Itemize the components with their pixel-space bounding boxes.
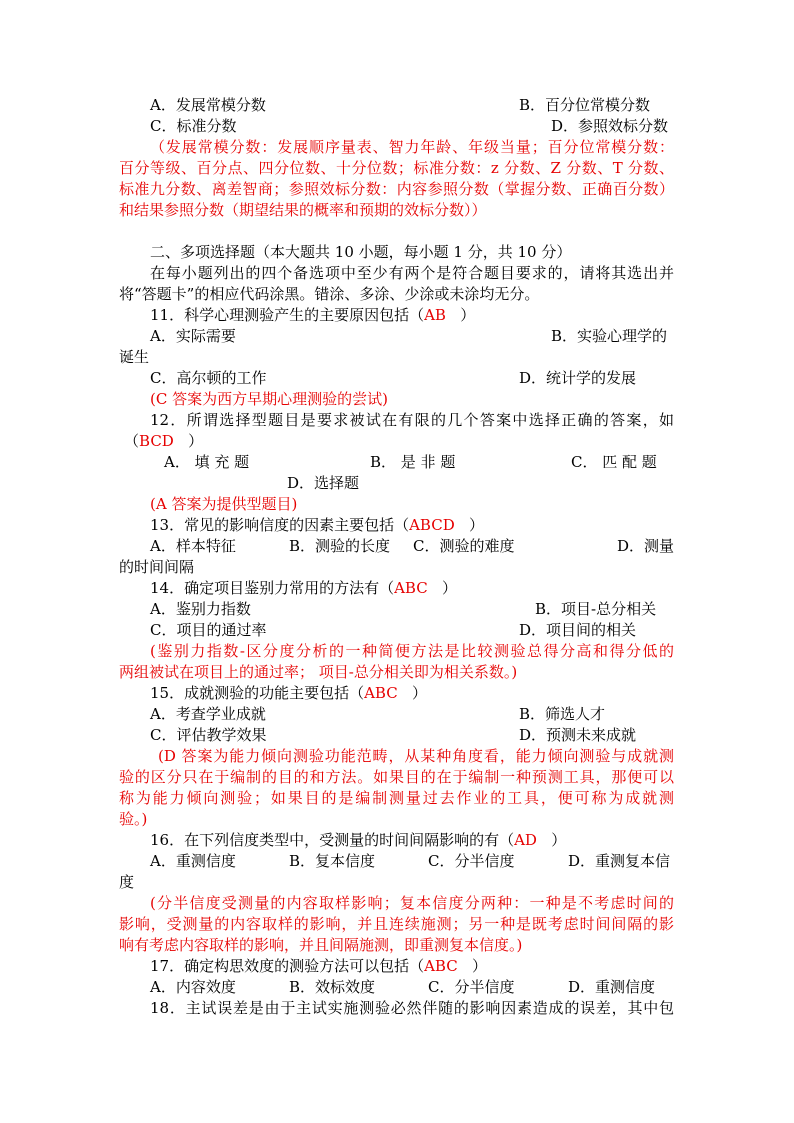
q17-stem-line xyxy=(150,956,487,977)
q17-option-c: C．分半信度 xyxy=(428,978,515,996)
q12-option-b: B． 是 非 题 xyxy=(370,453,456,471)
q12-answer-line xyxy=(124,431,203,452)
q14-note-line-2: 两组被试在项目上的通过率； 项目-总分相关即为相关系数。) xyxy=(119,663,518,681)
q16-option-c: C．分半信度 xyxy=(428,852,515,870)
q11-stem-line xyxy=(150,305,475,326)
q12-open: （ xyxy=(124,432,140,450)
q15-stem-line xyxy=(150,683,427,704)
q14-option-d: D．项目间的相关 xyxy=(519,621,637,639)
q13-option-a: A．样本特征 xyxy=(150,537,236,555)
q12-option-c: C． 匹 配 题 xyxy=(571,453,657,471)
q14-option-c: C．项目的通过率 xyxy=(150,621,267,639)
q15-option-d: D．预测未来成就 xyxy=(519,726,637,744)
q16-option-d-cont: 度 xyxy=(119,873,135,891)
q15-option-c: C．评估教学效果 xyxy=(150,726,267,744)
q14-option-b: B．项目-总分相关 xyxy=(535,600,657,618)
q14-stem-line xyxy=(150,578,457,599)
q16-note-line-3: 响有考虑内容取样的影响，并且间隔施测，即重测复本信度。) xyxy=(119,936,523,954)
q10-note-line-2: 百分等级、百分点、四分位数、十分位数；标准分数：z 分数、Z 分数、T 分数、 xyxy=(119,159,674,177)
q15-stem: 15．成就测验的功能主要包括（ xyxy=(150,684,365,702)
q15-answer: ABC xyxy=(364,684,398,702)
q16-note-line-1: (分半信度受测量的内容取样影响；复本信度分两种：一种是不考虑时间的 xyxy=(150,894,674,912)
q13-option-d: D．测量 xyxy=(617,537,675,555)
q11-option-b: B．实验心理学的 xyxy=(551,327,668,345)
q17-option-d: D．重测信度 xyxy=(568,978,656,996)
q14-note-line-1: (鉴别力指数-区分度分析的一种简便方法是比较测验总得分高和得分低的 xyxy=(150,642,674,660)
q16-close: ） xyxy=(551,831,567,849)
q14-stem: 14．确定项目鉴别力常用的方法有（ xyxy=(150,579,395,597)
q13-option-d-cont: 的时间间隔 xyxy=(119,558,195,576)
q11-answer: AB xyxy=(424,306,446,324)
q16-option-d: D．重测复本信 xyxy=(568,852,671,870)
q12-answer: BCD xyxy=(139,432,174,450)
q12-close: ） xyxy=(188,432,204,450)
q15-note-line-4: 验。) xyxy=(119,810,148,828)
q11-option-c: C．高尔顿的工作 xyxy=(150,369,267,387)
q12-stem: 12．所谓选择型题目是要求被试在有限的几个答案中选择正确的答案，如 xyxy=(150,411,674,429)
q15-option-b: B．筛选人才 xyxy=(519,705,606,723)
q15-option-a: A．考查学业成就 xyxy=(150,705,266,723)
q11-stem: 11．科学心理测验产生的主要原因包括（ xyxy=(150,306,425,324)
q15-note-line-1: (D 答案为能力倾向测验功能范畴，从某种角度看，能力倾向测验与成就测 xyxy=(158,747,674,765)
q13-stem-line xyxy=(150,515,484,536)
q15-note-line-3: 称为能力倾向测验；如果目的是编制测量过去作业的工具，便可称为成就测 xyxy=(119,789,674,807)
q17-close: ） xyxy=(472,957,488,975)
q17-option-a: A．内容效度 xyxy=(150,978,236,996)
q11-note: (C 答案为西方早期心理测验的尝试) xyxy=(150,390,388,408)
q15-close: ） xyxy=(412,684,428,702)
q13-close: ） xyxy=(469,516,485,534)
q10-note-line-1: （发展常模分数：发展顺序量表、智力年龄、年级当量；百分位常模分数： xyxy=(150,138,674,156)
q16-stem: 16．在下列信度类型中，受测量的时间间隔影响的有（ xyxy=(150,831,515,849)
q17-option-b: B．效标效度 xyxy=(289,978,376,996)
q18-stem: 18．主试误差是由于主试实施测验必然伴随的影响因素造成的误差，其中包 xyxy=(150,999,674,1017)
q10-note-line-4: 和结果参照分数（期望结果的概率和预期的效标分数）） xyxy=(119,201,487,219)
q16-note-line-2: 影响，受测量的内容取样的影响，并且连续施测；另一种是既考虑时间间隔的影 xyxy=(119,915,674,933)
q13-option-c: C．测验的难度 xyxy=(413,537,515,555)
q14-close: ） xyxy=(442,579,458,597)
q16-stem-line xyxy=(150,830,566,851)
q15-note-line-2: 验的区分只在于编制的目的和方法。如果目的在于编制一种预测工具，那便可以 xyxy=(119,768,674,786)
q10-option-d: D．参照效标分数 xyxy=(551,117,669,135)
q11-option-b-cont: 诞生 xyxy=(119,348,150,366)
q17-answer: ABC xyxy=(424,957,458,975)
q12-option-d: D．选择题 xyxy=(287,474,360,492)
q11-option-a: A．实际需要 xyxy=(150,327,236,345)
q16-answer: AD xyxy=(514,831,537,849)
section-instruction-1: 在每小题列出的四个备选项中至少有两个是符合题目要求的，请将其选出并 xyxy=(150,264,674,282)
q13-stem: 13．常见的影响信度的因素主要包括（ xyxy=(150,516,410,534)
q11-close: ） xyxy=(460,306,476,324)
q12-note: (A 答案为提供型题目) xyxy=(150,495,298,513)
q12-option-a: A． 填 充 题 xyxy=(164,453,250,471)
q13-answer: ABCD xyxy=(409,516,455,534)
q14-option-a: A．鉴别力指数 xyxy=(150,600,251,618)
q16-option-b: B．复本信度 xyxy=(289,852,376,870)
q10-option-c: C．标准分数 xyxy=(150,117,237,135)
q10-option-a: A．发展常模分数 xyxy=(150,96,266,114)
q14-answer: ABC xyxy=(394,579,428,597)
section-instruction-2: 将“答题卡”的相应代码涂黑。错涂、多涂、少涂或未涂均无分。 xyxy=(119,285,540,303)
q17-stem: 17．确定构思效度的测验方法可以包括（ xyxy=(150,957,425,975)
q11-option-d: D．统计学的发展 xyxy=(519,369,637,387)
q10-option-b: B．百分位常模分数 xyxy=(519,96,651,114)
q10-note-line-3: 标准九分数、离差智商；参照效标分数：内容参照分数（掌握分数、正确百分数） xyxy=(119,180,674,198)
section-title: 二、多项选择题（本大题共 10 小题，每小题 1 分，共 10 分） xyxy=(150,243,572,261)
q16-option-a: A．重测信度 xyxy=(150,852,236,870)
q13-option-b: B．测验的长度 xyxy=(289,537,391,555)
